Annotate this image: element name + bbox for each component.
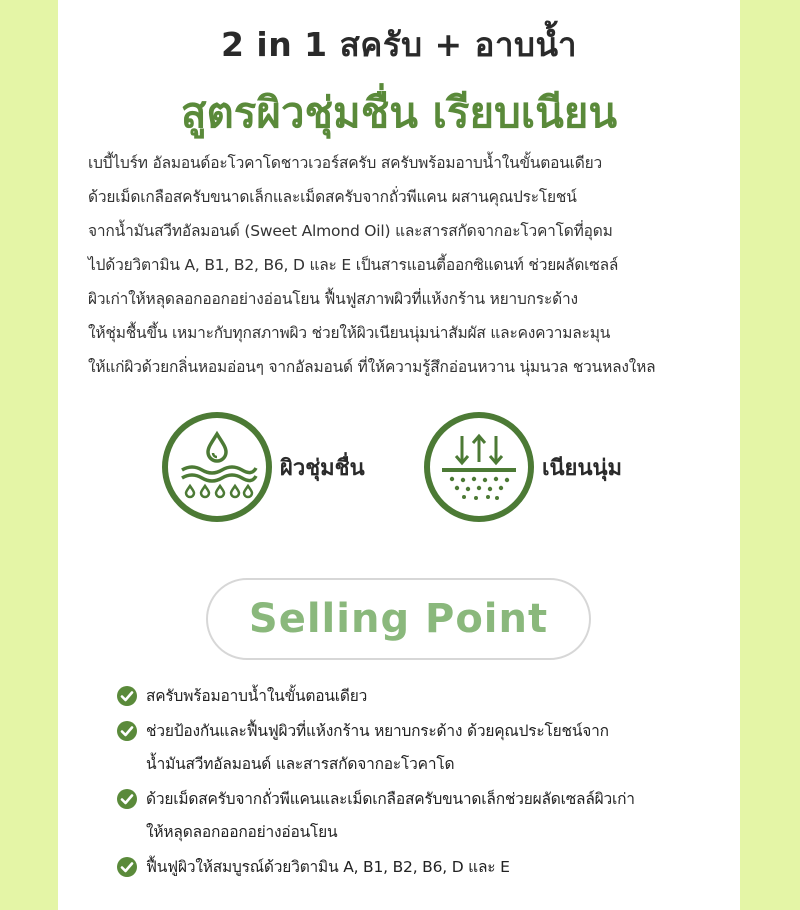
list-item-text: ช่วยป้องกันและฟื้นฟูผิวที่แห้งกร้าน หยาบกระด้าง ด้วยคุณประโยชน์จาก: [146, 722, 609, 740]
list-item: [116, 680, 696, 713]
selling-point-list: [116, 680, 696, 886]
description-line: ให้แก่ผิวด้วยกลิ่นหอมอ่อนๆ จากอัลมอนด์ ที่ให้ความรู้สึกอ่อนหวาน นุ่มนวล ชวนหลงใหล: [88, 358, 656, 376]
selling-point-heading: Selling Point: [206, 578, 591, 660]
list-item: [116, 783, 696, 849]
badge-label-smooth: เนียนนุ่ม: [542, 455, 623, 481]
smooth-skin-arrows-icon: [424, 412, 534, 522]
description-line: เบบี้ไบร์ท อัลมอนด์อะโวคาโดชาวเวอร์สครับ สครับพร้อมอาบน้ำในขั้นตอนเดียว: [88, 154, 602, 172]
list-item: [116, 851, 696, 884]
water-drop-skin-icon: [162, 412, 272, 522]
list-item-text: น้ำมันสวีทอัลมอนด์ และสารสกัดจากอะโวคาโด: [146, 755, 455, 773]
content-panel: [58, 0, 740, 910]
list-item: [116, 715, 696, 781]
description-line: จากน้ำมันสวีทอัลมอนด์ (Sweet Almond Oil) และสารสกัดจากอะโวคาโดที่อุดม: [88, 222, 613, 240]
description-line: ไปด้วยวิตามิน A, B1, B2, B6, D และ E เป็นสารแอนตี้ออกซิแดนท์ ช่วยผลัดเซลล์: [88, 256, 619, 274]
badge-moisture: [162, 412, 365, 522]
title-line-2: สูตรผิวชุ่มชื่น เรียบเนียน: [180, 88, 618, 137]
check-circle-icon: [116, 788, 138, 810]
check-circle-icon: [116, 685, 138, 707]
list-item-text: ด้วยเม็ดสครับจากถั่วพีแคนและเม็ดเกลือสครับขนาดเล็กช่วยผลัดเซลล์ผิวเก่า: [146, 790, 635, 808]
check-circle-icon: [116, 856, 138, 878]
badge-label-moisture: ผิวชุ่มชื่น: [280, 455, 365, 481]
description-line: ด้วยเม็ดเกลือสครับขนาดเล็กและเม็ดสครับจากถั่วพีแคน ผสานคุณประโยชน์: [88, 188, 577, 206]
description-line: ผิวเก่าให้หลุดลอกออกอย่างอ่อนโยน ฟื้นฟูสภาพผิวที่แห้งกร้าน หยาบกระด้าง: [88, 290, 578, 308]
product-description: [88, 146, 718, 384]
badge-smooth: [424, 412, 622, 522]
list-item-text: สครับพร้อมอาบน้ำในขั้นตอนเดียว: [146, 687, 368, 705]
title-line-1: 2 in 1 สครับ + อาบน้ำ: [220, 25, 578, 64]
list-item-text: ฟื้นฟูผิวให้สมบูรณ์ด้วยวิตามิน A, B1, B2, B6, D และ E: [146, 858, 510, 876]
check-circle-icon: [116, 720, 138, 742]
list-item-text: ให้หลุดลอกออกอย่างอ่อนโยน: [146, 823, 338, 841]
description-line: ให้ชุ่มชื้นขึ้น เหมาะกับทุกสภาพผิว ช่วยให้ผิวเนียนนุ่มน่าสัมผัส และคงความละมุน: [88, 324, 611, 342]
